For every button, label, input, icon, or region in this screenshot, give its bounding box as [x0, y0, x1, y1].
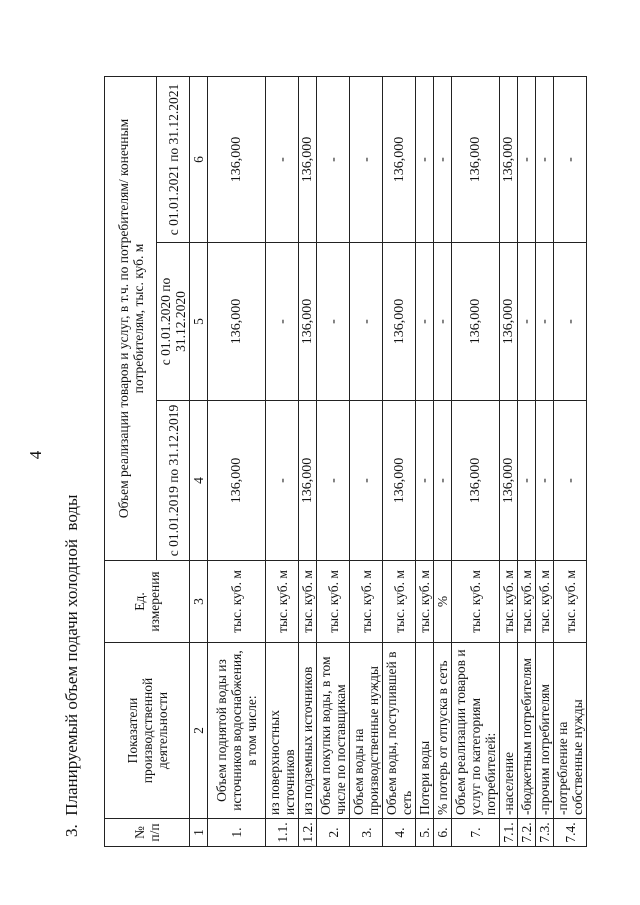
value-2020: - — [536, 243, 554, 401]
row-name: -потребление на собственные нужды — [554, 643, 587, 819]
value-2021: 136,000 — [208, 76, 266, 242]
col-number: 2 — [190, 643, 208, 819]
row-name: Потери воды — [416, 643, 434, 819]
row-unit: тыс. куб. м — [500, 561, 518, 643]
row-name: -прочим потребителям — [536, 643, 554, 819]
value-2019: - — [518, 401, 536, 561]
row-num: 5. — [416, 819, 434, 847]
value-2020: - — [350, 243, 383, 401]
value-2021: 136,000 — [452, 76, 500, 242]
table-row — [383, 76, 416, 846]
row-num: 1. — [208, 819, 266, 847]
value-2020: 136,000 — [299, 243, 317, 401]
column-number-row — [190, 76, 208, 846]
row-unit: тыс. куб. м — [518, 561, 536, 643]
row-unit: тыс. куб. м — [554, 561, 587, 643]
water-supply-table — [104, 76, 587, 847]
value-2021: - — [317, 76, 350, 242]
table-row — [452, 76, 500, 846]
value-2021: - — [518, 76, 536, 242]
table-row — [536, 76, 554, 846]
col-number: 3 — [190, 561, 208, 643]
value-2021: - — [434, 76, 452, 242]
header-indicator: Показатели производственной деятельности — [105, 643, 190, 819]
row-num: 1.1. — [266, 819, 299, 847]
value-2020: - — [317, 243, 350, 401]
page-number: 4 — [26, 450, 45, 460]
value-2019: - — [416, 401, 434, 561]
row-unit: тыс. куб. м — [416, 561, 434, 643]
row-unit: тыс. куб. м — [383, 561, 416, 643]
row-num: 7.3. — [536, 819, 554, 847]
value-2020: - — [416, 243, 434, 401]
row-unit: тыс. куб. м — [350, 561, 383, 643]
value-2019: 136,000 — [452, 401, 500, 561]
value-2019: - — [350, 401, 383, 561]
value-2021: - — [266, 76, 299, 242]
row-num: 6. — [434, 819, 452, 847]
value-2019: - — [317, 401, 350, 561]
row-unit: % — [434, 561, 452, 643]
row-name: % потерь от отпуска в сеть — [434, 643, 452, 819]
value-2021: - — [416, 76, 434, 242]
row-name: Объем воды на производственные нужды — [350, 643, 383, 819]
value-2020: - — [518, 243, 536, 401]
value-2021: 136,000 — [383, 76, 416, 242]
value-2020: - — [554, 243, 587, 401]
row-name: Объем поднятой воды из источников водоснабжения, в том числе: — [208, 643, 266, 819]
header-unit: Ед. измерения — [105, 561, 190, 643]
value-2020: 136,000 — [500, 243, 518, 401]
value-2019: 136,000 — [500, 401, 518, 561]
row-unit: тыс. куб. м — [208, 561, 266, 643]
row-name: -население — [500, 643, 518, 819]
value-2021: 136,000 — [299, 76, 317, 242]
value-2021: 136,000 — [500, 76, 518, 242]
row-num: 1.2. — [299, 819, 317, 847]
row-name: Объем реализации товаров и услуг по категориям потребителей: — [452, 643, 500, 819]
header-volume: Объем реализации товаров и услуг, в т.ч. по потребителям/ конечным потребителям, тыс. куб. м — [105, 76, 157, 560]
table-row — [299, 76, 317, 846]
row-name: Объем покупки воды, в том числе по поставщикам — [317, 643, 350, 819]
value-2021: - — [554, 76, 587, 242]
table-row — [434, 76, 452, 846]
section-heading: 3. Планируемый объем подачи холодной воды — [62, 494, 81, 837]
row-unit: тыс. куб. м — [317, 561, 350, 643]
table-row — [518, 76, 536, 846]
value-2021: - — [350, 76, 383, 242]
table-row — [266, 76, 299, 846]
table-row — [317, 76, 350, 846]
value-2020: 136,000 — [452, 243, 500, 401]
header-period-2021: с 01.01.2021 по 31.12.2021 — [157, 76, 190, 242]
value-2019: - — [554, 401, 587, 561]
row-num: 7.4. — [554, 819, 587, 847]
col-number: 4 — [190, 401, 208, 561]
value-2019: - — [266, 401, 299, 561]
row-name: -бюджетным потребителям — [518, 643, 536, 819]
table-row — [416, 76, 434, 846]
value-2020: 136,000 — [208, 243, 266, 401]
row-unit: тыс. куб. м — [452, 561, 500, 643]
row-num: 7. — [452, 819, 500, 847]
header-num: № п/п — [105, 819, 190, 847]
table-row — [500, 76, 518, 846]
table-row — [350, 76, 383, 846]
value-2019: - — [434, 401, 452, 561]
value-2020: - — [434, 243, 452, 401]
col-number: 1 — [190, 819, 208, 847]
row-num: 2. — [317, 819, 350, 847]
col-number: 6 — [190, 76, 208, 242]
header-period-2019: с 01.01.2019 по 31.12.2019 — [157, 401, 190, 561]
value-2021: - — [536, 76, 554, 242]
value-2019: 136,000 — [208, 401, 266, 561]
value-2020: 136,000 — [383, 243, 416, 401]
col-number: 5 — [190, 243, 208, 401]
value-2019: 136,000 — [383, 401, 416, 561]
row-name: из поверхностных источников — [266, 643, 299, 819]
row-unit: тыс. куб. м — [536, 561, 554, 643]
row-name: Объем воды, поступившей в сеть — [383, 643, 416, 819]
value-2019: - — [536, 401, 554, 561]
row-num: 3. — [350, 819, 383, 847]
value-2019: 136,000 — [299, 401, 317, 561]
table-row — [554, 76, 587, 846]
row-unit: тыс. куб. м — [299, 561, 317, 643]
row-num: 4. — [383, 819, 416, 847]
row-num: 7.1. — [500, 819, 518, 847]
value-2020: - — [266, 243, 299, 401]
header-period-2020: с 01.01.2020 по 31.12.2020 — [157, 243, 190, 401]
table-row — [208, 76, 266, 846]
row-name: из подземных источников — [299, 643, 317, 819]
row-unit: тыс. куб. м — [266, 561, 299, 643]
row-num: 7.2. — [518, 819, 536, 847]
